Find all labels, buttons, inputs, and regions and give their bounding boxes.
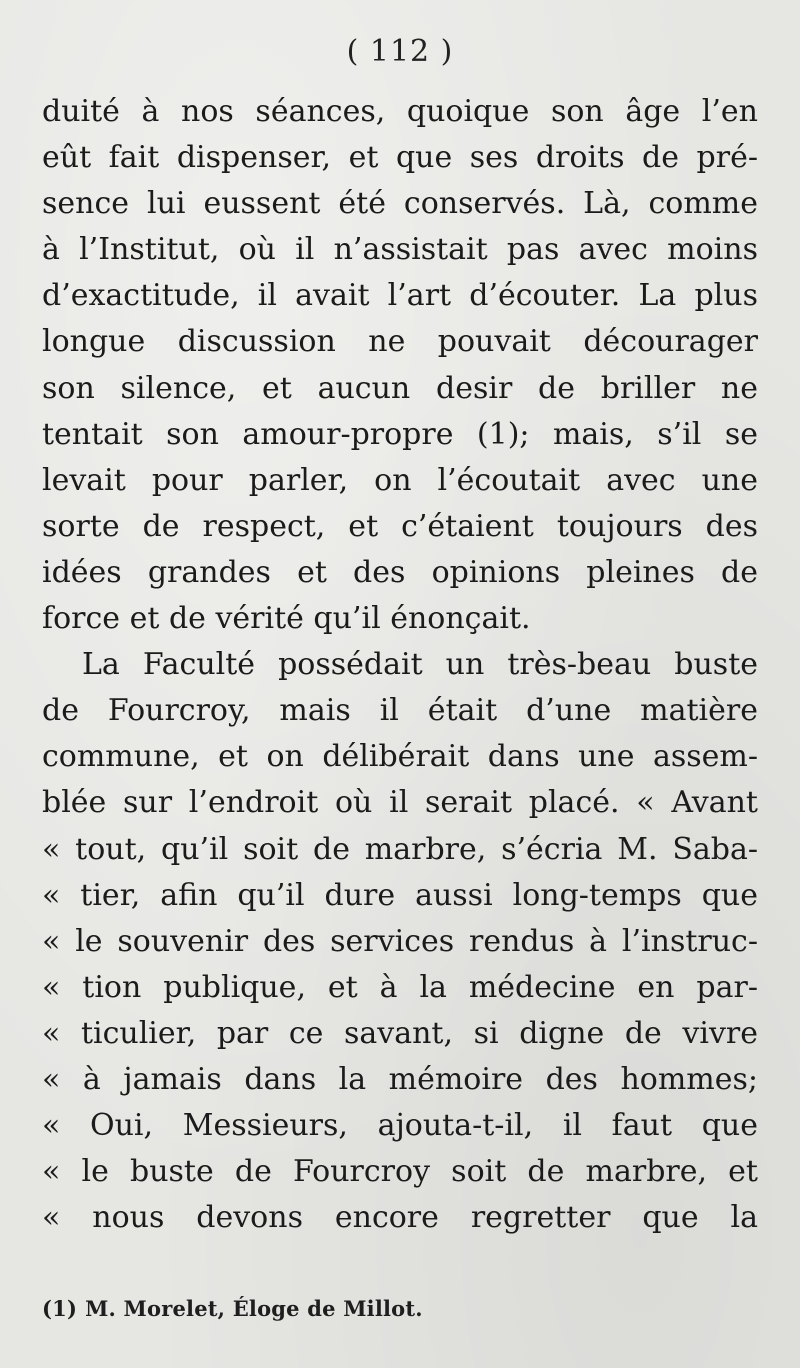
text-line: tentait son amour-propre (1); mais, s’il se: [42, 416, 758, 452]
text-line: « nous devons encore regretter que la: [42, 1200, 758, 1236]
text-line: son silence, et aucun desir de briller ne: [42, 370, 758, 406]
text-line: longue discussion ne pouvait décourager: [42, 324, 758, 360]
page-number: ( 112 ): [346, 34, 454, 69]
text-line: idées grandes et des opinions pleines de: [42, 554, 758, 590]
text-line: blée sur l’endroit où il serait placé. « Avant: [42, 785, 758, 821]
footnote-text: M. Morelet, Éloge de Millot.: [85, 1296, 423, 1321]
text-line: La Faculté possédait un très-beau buste: [82, 647, 758, 683]
text-line: duité à nos séances, quoique son âge l’en: [42, 94, 758, 129]
text-line: à l’Institut, où il n’assistait pas avec moins: [42, 232, 758, 268]
text-line: « tier, afin qu’il dure aussi long-temps que: [42, 877, 758, 913]
text-line: sorte de respect, et c’étaient toujours des: [42, 508, 758, 544]
text-line: « ticulier, par ce savant, si digne de vivre: [42, 1015, 758, 1051]
text-line: levait pour parler, on l’écoutait avec une: [42, 462, 758, 498]
text-line: force et de vérité qu’il énonçait.: [42, 601, 531, 637]
text-line: « le souvenir des services rendus à l’instruc-: [42, 923, 758, 959]
text-line: de Fourcroy, mais il était d’une matière: [42, 693, 758, 729]
footnote: [42, 1296, 423, 1321]
text-line: sence lui eussent été conservés. Là, comme: [42, 186, 758, 222]
text-line: commune, et on délibérait dans une assem-: [42, 739, 758, 775]
text-line: d’exactitude, il avait l’art d’écouter. La plus: [42, 278, 758, 314]
text-line: « tout, qu’il soit de marbre, s’écria M. Saba-: [42, 831, 758, 867]
body-text: [42, 89, 758, 1241]
footnote-marker: (1): [42, 1296, 78, 1321]
text-line: « tion publique, et à la médecine en par-: [42, 969, 758, 1005]
text-line: « à jamais dans la mémoire des hommes;: [42, 1061, 758, 1097]
text-line: « le buste de Fourcroy soit de marbre, et: [42, 1154, 758, 1190]
text-line: « Oui, Messieurs, ajouta-t-il, il faut que: [42, 1108, 758, 1144]
text-line: eût fait dispenser, et que ses droits de pré-: [42, 140, 758, 176]
